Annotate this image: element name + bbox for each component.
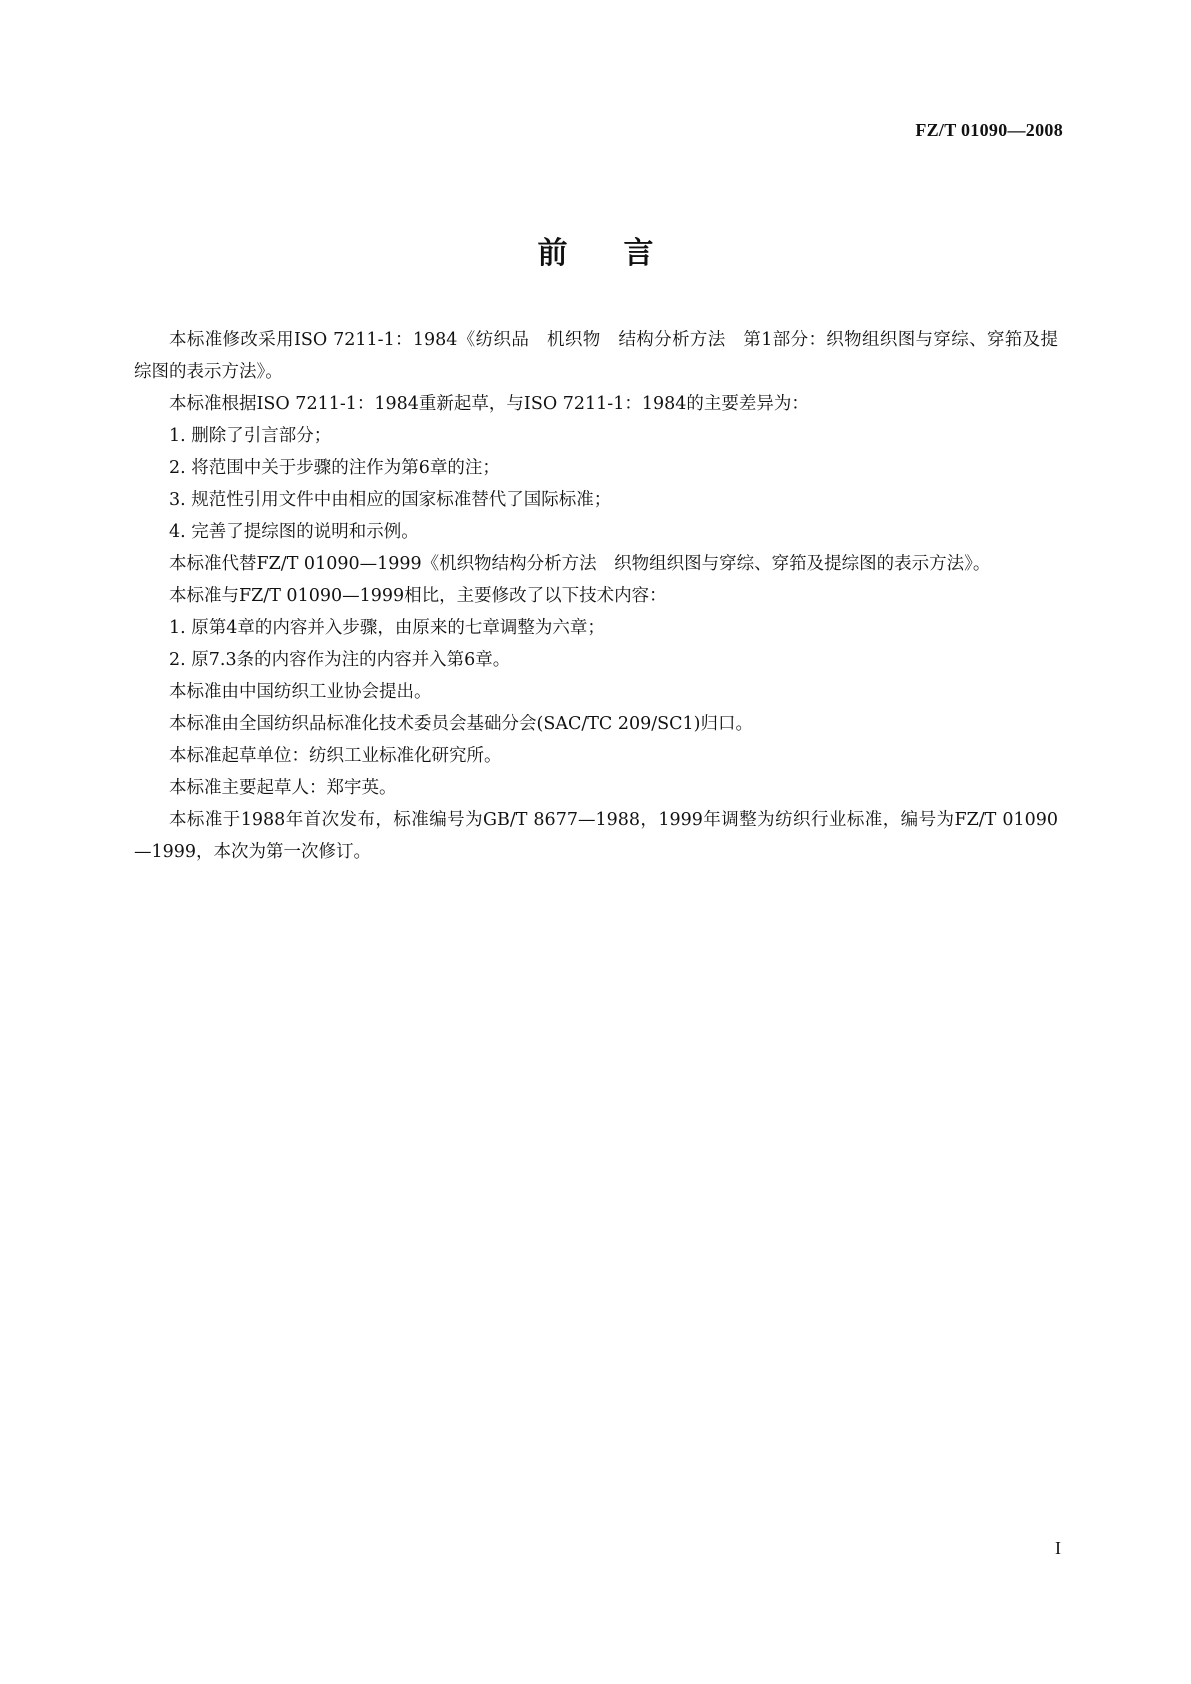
paragraph: 本标准修改采用ISO 7211-1：1984《纺织品 机织物 结构分析方法 第1部分：织物组织图与穿综、穿筘及提综图的表示方法》。 [134, 330, 1058, 382]
list-item: 1. 删除了引言部分； [169, 426, 332, 446]
page-title: 前言 [537, 236, 710, 271]
paragraph: 本标准与FZ/T 01090—1999相比，主要修改了以下技术内容： [169, 586, 667, 606]
list-item: 2. 原7.3条的内容作为注的内容并入第6章。 [169, 650, 511, 670]
paragraph: 本标准起草单位：纺织工业标准化研究所。 [169, 746, 502, 766]
list-item: 4. 完善了提综图的说明和示例。 [169, 522, 419, 542]
foreword-body [134, 324, 1058, 868]
paragraph: 本标准于1988年首次发布，标准编号为GB/T 8677—1988，1999年调整为纺织行业标准，编号为FZ/T 01090—1999，本次为第一次修订。 [134, 810, 1058, 862]
paragraph: 本标准代替FZ/T 01090—1999《机织物结构分析方法 织物组织图与穿综、穿筘及提综图的表示方法》。 [169, 554, 991, 574]
list-item: 1. 原第4章的内容并入步骤，由原来的七章调整为六章； [169, 618, 605, 638]
paragraph: 本标准主要起草人：郑宇英。 [169, 778, 397, 798]
page-number: I [1055, 1538, 1061, 1558]
paragraph: 本标准由全国纺织品标准化技术委员会基础分会(SAC/TC 209/SC1)归口。 [169, 714, 754, 734]
list-item: 3. 规范性引用文件中由相应的国家标准替代了国际标准； [169, 490, 612, 510]
standard-number: FZ/T 01090—2008 [915, 120, 1063, 140]
paragraph: 本标准由中国纺织工业协会提出。 [169, 682, 432, 702]
paragraph: 本标准根据ISO 7211-1：1984重新起草，与ISO 7211-1：1984的主要差异为： [169, 394, 809, 414]
list-item: 2. 将范围中关于步骤的注作为第6章的注； [169, 458, 500, 478]
